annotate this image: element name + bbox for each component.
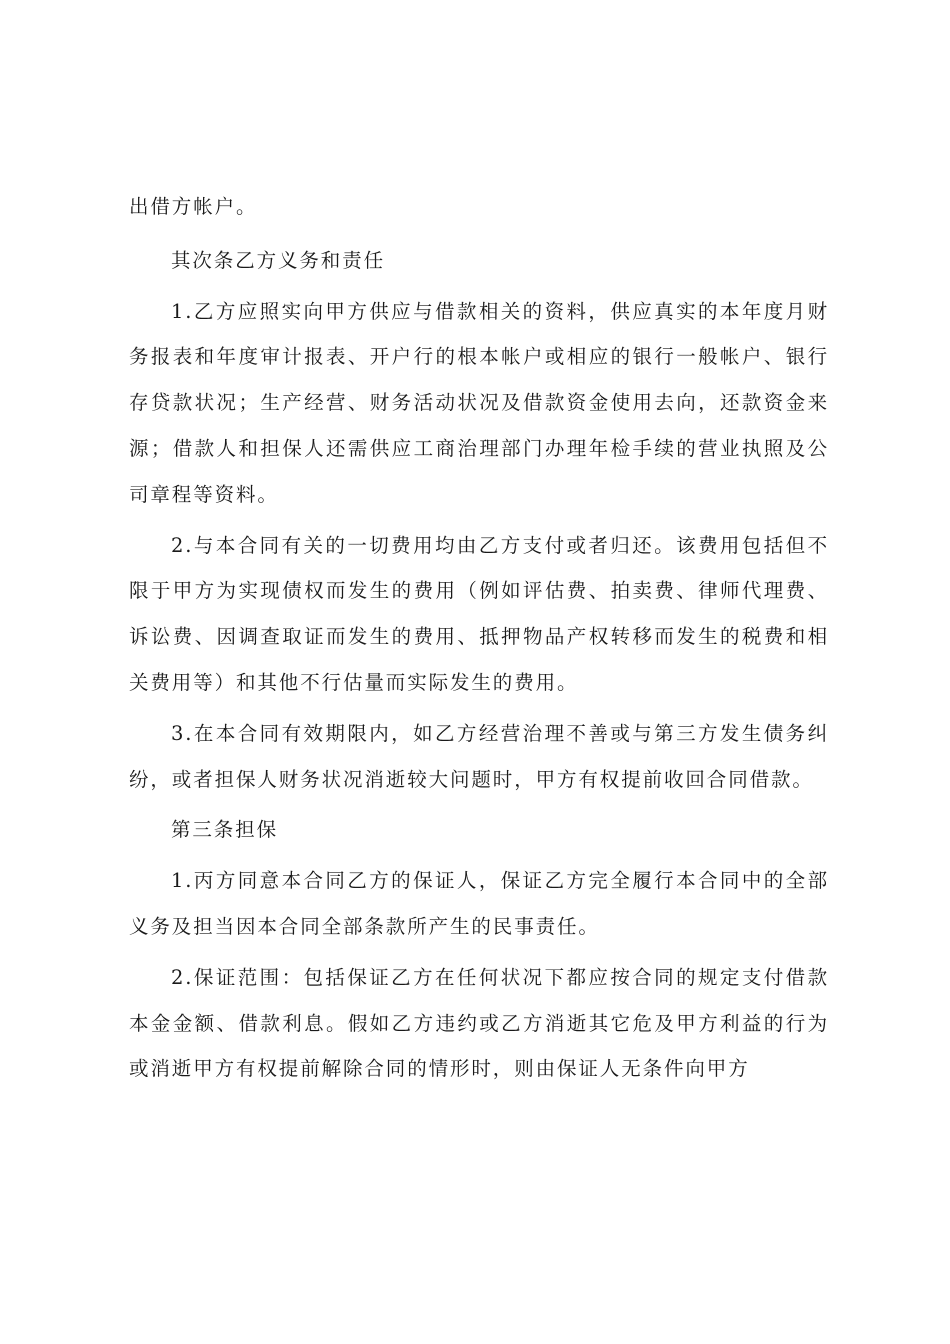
paragraph-3-2: 2.保证范围：包括保证乙方在任何状况下都应按合同的规定支付借款本金金额、借款利息。假如乙方违约或乙方消逝其它危及甲方利益的行为或消逝甲方有权提前解除合同的情形时，则由保证人无条件向甲方 (129, 965, 829, 1081)
paragraph-2-2: 2.与本合同有关的一切费用均由乙方支付或者归还。该费用包括但不限于甲方为实现债权而发生的费用（例如评估费、拍卖费、律师代理费、诉讼费、因调查取证而发生的费用、抵押物品产权转移而发生的税费和相关费用等）和其他不行估量而实际发生的费用。 (129, 533, 829, 694)
paragraph-continuation: 出借方帐户。 (129, 195, 258, 218)
section-heading-article-3: 第三条担保 (171, 818, 279, 842)
paragraph-2-1: 1.乙方应照实向甲方供应与借款相关的资料，供应真实的本年度月财务报表和年度审计报表、开户行的根本帐户或相应的银行一般帐户、银行存贷款状况；生产经营、财务活动状况及借款资金使用去向，还款资金来源；借款人和担保人还需供应工商治理部门办理年检手续的营业执照及公司章程等资料。 (129, 299, 829, 506)
paragraph-3-1: 1.丙方同意本合同乙方的保证人，保证乙方完全履行本合同中的全部义务及担当因本合同全部条款所产生的民事责任。 (129, 869, 829, 938)
paragraph-2-3: 3.在本合同有效期限内，如乙方经营治理不善或与第三方发生债务纠纷，或者担保人财务状况消逝较大问题时，甲方有权提前收回合同借款。 (129, 721, 829, 791)
document-body (129, 184, 829, 1097)
section-heading-article-2: 其次条乙方义务和责任 (171, 248, 386, 272)
